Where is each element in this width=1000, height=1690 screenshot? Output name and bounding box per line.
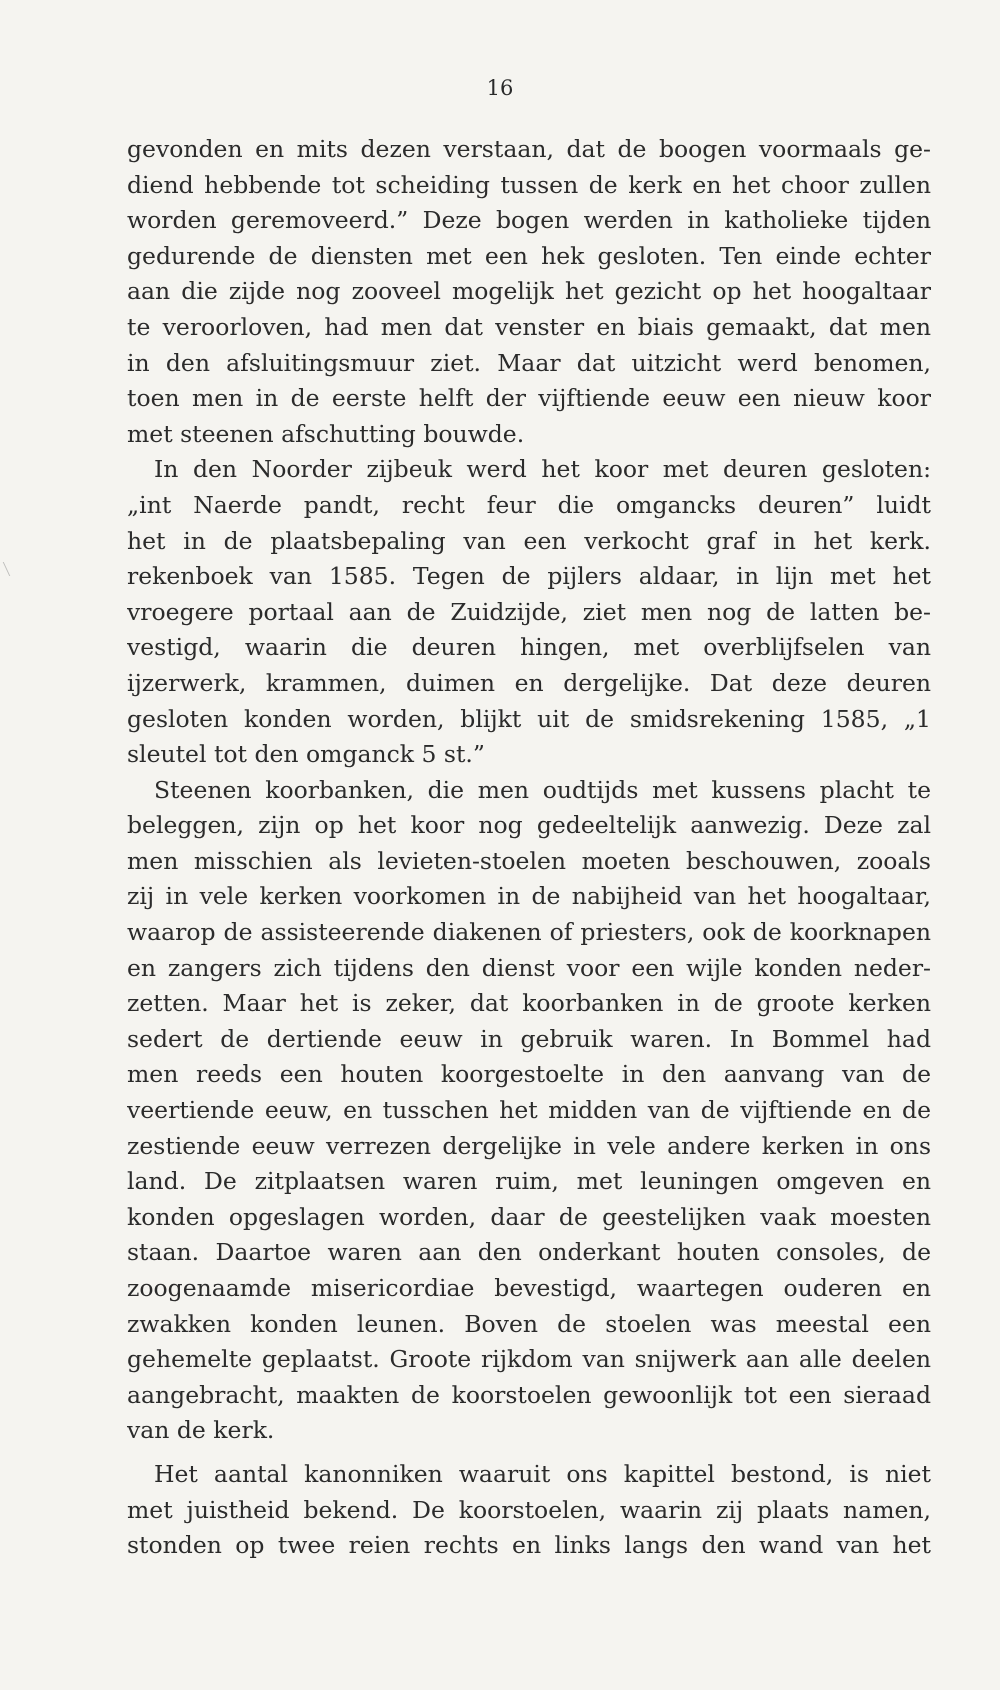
text-line: worden geremoveerd.” Deze bogen werden in katholieke tijden (127, 206, 931, 235)
text-line: zestiende eeuw verrezen dergelijke in vele andere kerken in ons (127, 1131, 931, 1160)
text-line: stonden op twee reien rechts en links langs den wand van het (127, 1531, 931, 1560)
text-line: ijzerwerk, krammen, duimen en dergelijke. Dat deze deuren (127, 668, 931, 697)
text-line: van de kerk. (127, 1416, 275, 1445)
text-line: aan die zijde nog zooveel mogelijk het gezicht op het hoogaltaar (127, 277, 931, 306)
text-line: vestigd, waarin die deuren hingen, met overblijfselen van (127, 633, 931, 662)
text-line: gevonden en mits dezen verstaan, dat de boogen voormaals ge- (127, 135, 931, 163)
text-line: vroegere portaal aan de Zuidzijde, ziet men nog de latten be- (127, 597, 931, 626)
text-line: gesloten konden worden, blijkt uit de smidsrekening 1585, „1 (127, 704, 931, 733)
text-line: In den Noorder zijbeuk werd het koor met deuren gesloten: (154, 455, 931, 484)
text-line: aangebracht, maakten de koorstoelen gewoonlijk tot een sieraad (127, 1380, 931, 1409)
text-line: men reeds een houten koorgestoelte in den aanvang van de (127, 1060, 931, 1089)
text-line: Het aantal kanonniken waaruit ons kapittel bestond, is niet (154, 1459, 931, 1488)
text-line: en zangers zich tijdens den dienst voor een wijle konden neder- (127, 953, 931, 982)
text-line: met juistheid bekend. De koorstoelen, waarin zij plaats namen, (127, 1495, 931, 1524)
text-line: met steenen afschutting bouwde. (127, 419, 525, 448)
text-line: waarop de assisteerende diakenen of priesters, ook de koorknapen (127, 918, 931, 947)
text-line: land. De zitplaatsen waren ruim, met leuningen omgeven en (127, 1167, 931, 1196)
text-line: zwakken konden leunen. Boven de stoelen was meestal een (127, 1309, 931, 1338)
text-line: in den afsluitingsmuur ziet. Maar dat uitzicht werd benomen, (127, 348, 931, 377)
text-line: men misschien als levieten-stoelen moeten beschouwen, zooals (127, 846, 931, 875)
text-line: toen men in de eerste helft der vijftiende eeuw een nieuw koor (127, 384, 931, 413)
text-line: rekenboek van 1585. Tegen de pijlers aldaar, in lijn met het (127, 562, 931, 591)
margin-mark (3, 562, 17, 576)
text-line: gedurende de diensten met een hek gesloten. Ten einde echter (127, 241, 931, 270)
text-line: „int Naerde pandt, recht feur die omgancks deuren” luidt (127, 490, 931, 519)
text-line: staan. Daartoe waren aan den onderkant houten consoles, de (127, 1238, 931, 1267)
text-line: zij in vele kerken voorkomen in de nabijheid van het hoogaltaar, (127, 882, 931, 911)
text-line: gehemelte geplaatst. Groote rijkdom van snijwerk aan alle deelen (127, 1345, 931, 1374)
text-line: sedert de dertiende eeuw in gebruik waren. In Bommel had (127, 1024, 931, 1053)
body-text (127, 132, 931, 1564)
text-line: sleutel tot den omganck 5 st.” (127, 740, 485, 769)
paragraph-gap (127, 1449, 931, 1457)
text-line: te veroorloven, had men dat venster en biais gemaakt, dat men (127, 312, 931, 341)
text-line: konden opgeslagen worden, daar de geestelijken vaak moesten (127, 1202, 931, 1231)
text-line: beleggen, zijn op het koor nog gedeeltelijk aanwezig. Deze zal (127, 811, 931, 840)
text-line: Steenen koorbanken, die men oudtijds met kussens placht te (154, 775, 931, 804)
page-number: 16 (486, 76, 514, 100)
text-line: zetten. Maar het is zeker, dat koorbanken in de groote kerken (127, 989, 931, 1018)
text-line: het in de plaatsbepaling van een verkocht graf in het kerk. (127, 526, 931, 555)
text-line: zoogenaamde misericordiae bevestigd, waartegen ouderen en (127, 1274, 931, 1302)
text-line: diend hebbende tot scheiding tussen de kerk en het choor zullen (127, 170, 931, 199)
text-line: veertiende eeuw, en tusschen het midden van de vijftiende en de (127, 1096, 931, 1125)
